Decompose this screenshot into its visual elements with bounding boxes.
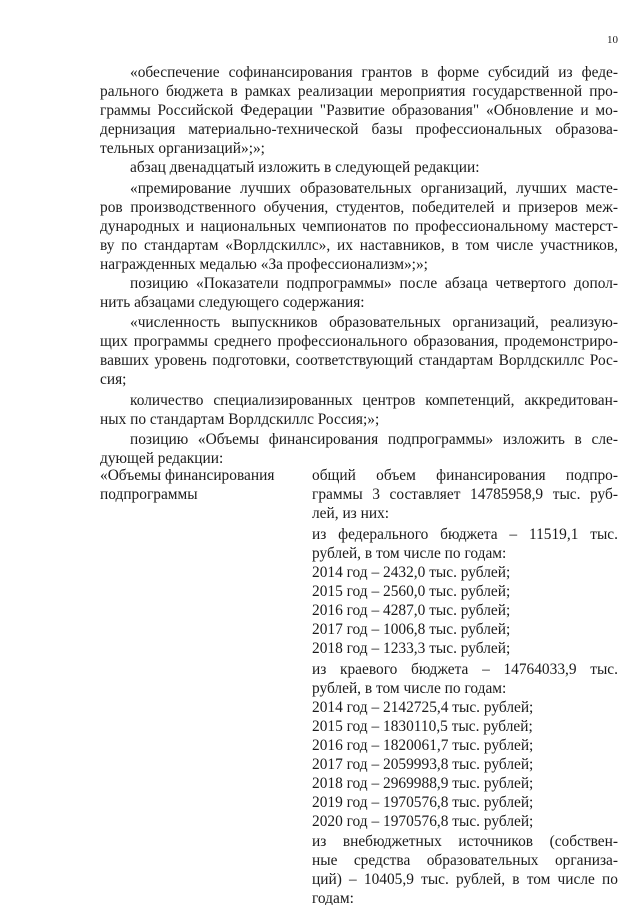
paragraph-line: «обеспечение софинансирования грантов в форме субсидий из феде- bbox=[130, 64, 618, 81]
paragraph-line: дународных и национальных чемпионатов по профессиональному мастерст- bbox=[100, 218, 618, 235]
page-number: 10 bbox=[607, 34, 618, 46]
paragraph-line: ров производственного обучения, студентов, победителей и призеров меж- bbox=[100, 199, 618, 216]
table-right-line: 2015 год – 2560,0 тыс. рублей; bbox=[312, 583, 511, 600]
table-left-cell bbox=[100, 466, 300, 504]
table-right-line: граммы 3 составляет 14785958,9 тыс. руб- bbox=[312, 486, 618, 503]
paragraph-line: сия; bbox=[100, 371, 127, 388]
table-left-line: подпрограммы bbox=[100, 486, 198, 503]
paragraph-line: тельных организаций»;»; bbox=[100, 140, 265, 157]
table-right-line: годам: bbox=[312, 890, 354, 905]
table-right-line: из внебюджетных источников (собствен- bbox=[312, 833, 618, 850]
table-right-line: 2019 год – 1970576,8 тыс. рублей; bbox=[312, 794, 534, 811]
paragraph-line: ных по стандартам Ворлдскиллс Россия;»; bbox=[100, 411, 380, 428]
table-right-line: общий объем финансирования подпро- bbox=[312, 467, 618, 484]
paragraph-line: ву по стандартам «Ворлдскиллс», их наставников, в том числе участников, bbox=[100, 237, 618, 254]
paragraph-line: нить абзацами следующего содержания: bbox=[100, 294, 365, 311]
table-right-line: 2018 год – 1233,3 тыс. рублей; bbox=[312, 640, 511, 657]
table-right-line: 2014 год – 2142725,4 тыс. рублей; bbox=[312, 699, 534, 716]
paragraph-line: «численность выпускников образовательных организаций, реализую- bbox=[130, 314, 618, 331]
table-left-line: «Объемы финансирования bbox=[100, 467, 275, 484]
paragraph-line: вавших уровень подготовки, соответствующий стандартам Ворлдскиллс Рос- bbox=[100, 352, 618, 369]
table-right-line: ций) – 10405,9 тыс. рублей, в том числе по bbox=[312, 871, 618, 888]
table-right-line: 2020 год – 1970576,8 тыс. рублей; bbox=[312, 813, 534, 830]
table-right-line: из краевого бюджета – 14764033,9 тыс. bbox=[312, 661, 618, 678]
paragraph-line: дернизация материально-технической базы профессиональных образова- bbox=[100, 121, 618, 138]
table-right-line: лей, из них: bbox=[312, 505, 390, 522]
paragraph-line: награжденных медалью «За профессионализм»;»; bbox=[100, 256, 428, 273]
table-right-line: 2014 год – 2432,0 тыс. рублей; bbox=[312, 564, 511, 581]
table-right-line: 2017 год – 2059993,8 тыс. рублей; bbox=[312, 756, 534, 773]
paragraph-line: «премирование лучших образовательных организаций, лучших масте- bbox=[130, 180, 618, 197]
paragraph-line: дующей редакции: bbox=[100, 450, 224, 467]
table-right-line: 2017 год – 1006,8 тыс. рублей; bbox=[312, 621, 511, 638]
table-right-line: 2015 год – 1830110,5 тыс. рублей; bbox=[312, 718, 533, 735]
paragraph-line: щих программы среднего профессионального образования, продемонстриро- bbox=[100, 333, 618, 350]
paragraph-line: рального бюджета в рамках реализации мероприятия государственной про- bbox=[100, 83, 618, 100]
paragraph-line: количество специализированных центров компетенций, аккредитован- bbox=[130, 392, 618, 409]
paragraph-line: граммы Российской Федерации "Развитие образования" «Обновление и мо- bbox=[100, 102, 618, 119]
table-right-line: 2016 год – 1820061,7 тыс. рублей; bbox=[312, 737, 534, 754]
paragraph-line: абзац двенадцатый изложить в следующей редакции: bbox=[130, 159, 480, 176]
table-right-line: 2016 год – 4287,0 тыс. рублей; bbox=[312, 602, 511, 619]
table-right-line: рублей, в том числе по годам: bbox=[312, 680, 507, 697]
table-right-line: 2018 год – 2969988,9 тыс. рублей; bbox=[312, 775, 534, 792]
table-right-line: рублей, в том числе по годам: bbox=[312, 545, 507, 562]
table-right-line: ные средства образовательных организа- bbox=[312, 852, 618, 869]
paragraph-line: позицию «Показатели подпрограммы» после абзаца четвертого допол- bbox=[130, 275, 618, 292]
table-right-line: из федерального бюджета – 11519,1 тыс. bbox=[312, 526, 618, 543]
paragraph-line: позицию «Объемы финансирования подпрограммы» изложить в сле- bbox=[130, 431, 618, 448]
